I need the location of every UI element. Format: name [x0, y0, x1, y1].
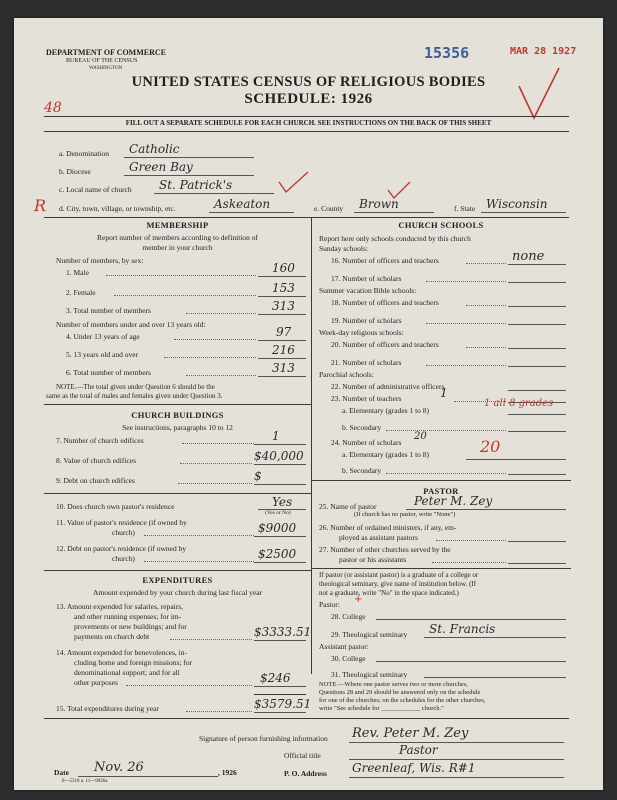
q29-value: St. Francis — [429, 622, 496, 636]
graduate-note-1: If pastor (or assistant pastor) is a graduate of a college or — [319, 571, 479, 579]
q27-label-1: 27. Number of other churches served by the — [319, 545, 451, 554]
q19-label: 19. Number of scholars — [331, 316, 402, 325]
county-label: e. County — [314, 204, 344, 213]
pastor-note-3: for one of the churches; on the schedules for the other churches, — [319, 697, 486, 704]
q14-label-4: other purposes — [74, 678, 118, 687]
q11-label-1: 11. Value of pastor's residence (if owned by — [56, 518, 187, 527]
diocese-value: Green Bay — [129, 160, 193, 174]
date-label: Date — [54, 768, 69, 777]
parochial-schools-label: Parochial schools: — [319, 370, 374, 379]
expenditures-heading: EXPENDITURES — [142, 575, 213, 585]
q14-label-2: cluding home and foreign missions; for — [74, 658, 193, 667]
weekday-schools-label: Week-day religious schools: — [319, 328, 404, 337]
city-town-value: Askeaton — [214, 197, 271, 211]
pastor-note-1: NOTE.—Where one pastor serves two or more churches, — [319, 681, 468, 688]
q29-label: 29. Theological seminary — [331, 630, 408, 639]
county-value: Brown — [359, 197, 399, 211]
q5-value: 216 — [272, 343, 295, 357]
q23-value: 1 — [440, 386, 448, 400]
form-subtitle: SCHEDULE: 1926 — [244, 91, 373, 107]
q30-label: 30. College — [331, 654, 366, 663]
state-value: Wisconsin — [486, 197, 548, 211]
q26-label-1: 26. Number of ordained ministers, if any, em- — [319, 523, 457, 532]
q15-label: 15. Total expenditures during year — [56, 704, 159, 713]
q4-label: 4. Under 13 years of age — [66, 332, 140, 341]
q23a-value: 1 all 8 grades — [484, 398, 554, 409]
schools-heading: CHURCH SCHOOLS — [398, 220, 484, 230]
q2-label: 2. Female — [66, 288, 96, 297]
summer-schools-label: Summer vacation Bible schools: — [319, 286, 417, 295]
schools-intro: Report here only schools conducted by this church — [319, 234, 471, 243]
date-value: Nov. 26 — [94, 760, 144, 775]
q23a-label: a. Elementary (grades 1 to 8) — [342, 406, 430, 415]
q23b-label: b. Secondary — [342, 423, 382, 432]
pastor-heading: PASTOR — [423, 486, 459, 496]
signature-value: Rev. Peter M. Zey — [352, 726, 469, 741]
q9-value: $ — [254, 469, 262, 483]
department-label: DEPARTMENT OF COMMERCE — [46, 48, 167, 57]
bureau-label: BUREAU OF THE CENSUS — [66, 58, 138, 64]
q4-value: 97 — [276, 325, 292, 339]
q10-label: 10. Does church own pastor's residence — [56, 502, 175, 511]
q12-label-1: 12. Debt on pastor's residence (if owned by — [56, 544, 187, 553]
q13-label-3: provements or new buildings; and for — [74, 622, 187, 631]
q13-label-4: payments on church debt — [74, 632, 150, 641]
q3-label: 3. Total number of members — [66, 306, 151, 315]
by-sex-label: Number of members, by sex: — [56, 256, 144, 265]
q25-label: 25. Name of pastor — [319, 502, 377, 511]
q26-label-2: ployed as assistant pastors — [339, 533, 418, 542]
form-code: 8—5318 a. 11—9026a — [62, 779, 108, 784]
official-title-value: Pastor — [399, 743, 438, 757]
q13-label-1: 13. Amount expended for salaries, repairs, — [56, 602, 184, 611]
signature-label: Signature of person furnishing information — [199, 734, 328, 743]
census-schedule-sheet: DEPARTMENT OF COMMERCE BUREAU OF THE CENSUS WASHINGTON 15356 MAR 28 1927 UNITED STATES CENSUS OF RELIGIOUS BODIES SCHEDULE: 1926 48 FILL OUT A SEPARATE SCHEDULE FOR EACH CHURCH. SEE INSTRUCTIONS ON THE BACK OF THIS SHEET a. Denomination Catholic b. Diocese Green Bay c. Local name of church St. Patrick's R d. City, town, village, or township, etc. Askeaton e. County Brown f. State Wisconsin MEMBERSHIP Report number of members according to definition of member in your church Number of members, by sex: 1. Male 160 2. Female 153 3. Total number of members 313 Number of members under and over 13 years old: 4. Under 13 years of age 97 5. 13 years old and over 216 6. Total number of members 313 NOTE.—The total given under Question 6 should be the same as the total of males and females given under Question 3. CHURCH BUILDINGS See instructions, paragraphs 10 to 12 7. Number of church edifices 1 8. Value of church edifices $40,000 9. Debt on church edifices $ 10. Does church own pastor's residence Yes (Yes or No) 11. Value of pastor's residence (if owned by church) $9000 12. Debt on pastor's residence (if owned by church) $2500 EXPENDITURES Amount expended by your church during last fiscal year 13. Amount expended for salaries, repairs, and other running expenses; for im- provements or new buildings; and for payments on church debt $3333.51 14. Amount expended for benevolences, in- cluding home and foreign missions; for denominational support; and for all other purposes $246 15. Total expenditures during year $3579.51 CHURCH SCHOOLS Report here only schools conducted by this church Sunday schools: 16. Number of officers and teachers none 17. Number of scholars Summer vacation Bible schools: 18. Number of officers and teachers 19. Number of scholars Week-day religious schools: 20. Number of officers and teachers 21. Number of scholars Parochial schools: 22. Number of administrative officers 23. Number of teachers 1 a. Elementary (grades 1 to 8) 1 all 8 grades b. Secondary 24. Number of scholars 20 a. Elementary (grades 1 to 8) 20 b. Secondary PASTOR 25. Name of pastor Peter M. Zey (If church has no pastor, write "None") 26. Number of ordained ministers, if any, em- ployed as assistant pastors 27. Number of other churches served by the pastor or his assistants If pastor (or assistant pastor) is a graduate of a college or theological seminary, give name of institution below. (If not a graduate, write "No" in the space indicated.) Pastor: + 28. College 29. Theological seminary St. Francis Assistant pastor: 30. College 31. Theological seminary NOTE.—Where one pastor serves two or more churches, Questions 28 and 29 should be answered only on the schedule for one of the churches; on the schedules for the other churches, write "See schedule for ____________ church." Signature of person furnishing information Rev. Peter M. Zey Official title Pastor Date Nov. 26 , 1926 P. O. Address Greenleaf, Wis. R#1 8—5318 a. 11—9026a — [14, 18, 603, 790]
q5-label: 5. 13 years old and over — [66, 350, 139, 359]
q6-value: 313 — [272, 361, 295, 375]
margin-note-r: R — [34, 196, 47, 215]
q25-hint: (If church has no pastor, write "None") — [354, 511, 456, 518]
city-label: WASHINGTON — [89, 66, 123, 71]
yes-no-hint: (Yes or No) — [265, 510, 291, 516]
q1-label: 1. Male — [66, 268, 89, 277]
membership-heading: MEMBERSHIP — [146, 220, 209, 230]
q28-label: 28. College — [331, 612, 366, 621]
q15-value: $3579.51 — [254, 697, 312, 711]
q23-label: 23. Number of teachers — [331, 394, 402, 403]
checkmark-icon — [386, 180, 412, 200]
q14-label-1: 14. Amount expended for benevolences, in- — [56, 648, 188, 657]
q22-label: 22. Number of administrative officers — [331, 382, 445, 391]
graduate-note-3: not a graduate, write "No" in the space indicated.) — [319, 589, 459, 597]
sunday-schools-label: Sunday schools: — [319, 244, 368, 253]
q8-value: $40,000 — [254, 449, 304, 463]
pastor-note-2: Questions 28 and 29 should be answered only on the schedule — [319, 689, 481, 696]
buildings-subheading: See instructions, paragraphs 10 to 12 — [122, 423, 233, 432]
denomination-value: Catholic — [129, 142, 180, 156]
q18-label: 18. Number of officers and teachers — [331, 298, 439, 307]
po-address-value: Greenleaf, Wis. R#1 — [352, 761, 476, 775]
form-title: UNITED STATES CENSUS OF RELIGIOUS BODIES — [131, 74, 486, 90]
q16-value: none — [512, 249, 545, 264]
q25-value: Peter M. Zey — [414, 494, 493, 508]
q10-value: Yes — [272, 495, 293, 509]
church-name-value: St. Patrick's — [159, 178, 233, 192]
q11-label-2: church) — [112, 528, 135, 537]
q24b-label: b. Secondary — [342, 466, 382, 475]
q31-label: 31. Theological seminary — [331, 670, 408, 679]
margin-note-48: 48 — [44, 100, 62, 116]
q17-label: 17. Number of scholars — [331, 274, 402, 283]
city-town-label: d. City, town, village, or township, etc. — [59, 204, 176, 213]
q9-label: 9. Debt on church edifices — [56, 476, 135, 485]
q14-value: $246 — [260, 671, 291, 685]
membership-note-1: NOTE.—The total given under Question 6 should be the — [56, 383, 215, 391]
q12-label-2: church) — [112, 554, 135, 563]
diocese-label: b. Diocese — [59, 167, 91, 176]
graduate-note-2: theological seminary, give name of institution below. (If — [319, 580, 477, 588]
pastor-note-4: write "See schedule for ____________ church." — [319, 705, 444, 712]
denomination-label: a. Denomination — [59, 149, 109, 158]
q24-label: 24. Number of scholars — [331, 438, 402, 447]
membership-note-2: same as the total of males and females given under Question 3. — [46, 392, 223, 400]
membership-intro-2: member in your church — [142, 243, 213, 252]
serial-number-stamp: 15356 — [424, 44, 470, 62]
q1-value: 160 — [272, 261, 295, 275]
q13-value: $3333.51 — [254, 625, 312, 639]
q7-label: 7. Number of church edifices — [56, 436, 144, 445]
q11-value: $9000 — [258, 521, 297, 535]
under-over-label: Number of members under and over 13 years old: — [56, 320, 206, 329]
q24-value: 20 — [414, 431, 427, 442]
buildings-heading: CHURCH BUILDINGS — [131, 410, 224, 420]
q16-label: 16. Number of officers and teachers — [331, 256, 439, 265]
church-name-label: c. Local name of church — [59, 185, 132, 194]
q2-value: 153 — [272, 281, 295, 295]
q27-label-2: pastor or his assistants — [339, 555, 407, 564]
checkmark-icon — [276, 170, 310, 194]
q20-label: 20. Number of officers and teachers — [331, 340, 439, 349]
q6-label: 6. Total number of members — [66, 368, 151, 377]
po-address-label: P. O. Address — [284, 769, 327, 778]
q8-label: 8. Value of church edifices — [56, 456, 137, 465]
q24a-value: 20 — [480, 437, 501, 456]
received-date-stamp: MAR 28 1927 — [510, 46, 577, 57]
instruction-banner: FILL OUT A SEPARATE SCHEDULE FOR EACH CHURCH. SEE INSTRUCTIONS ON THE BACK OF THIS SHEET — [125, 119, 492, 127]
state-label: f. State — [454, 204, 476, 213]
q3-value: 313 — [272, 299, 295, 313]
q14-label-3: denominational support; and for all — [74, 668, 180, 677]
q12-value: $2500 — [258, 547, 297, 561]
pastor-sublabel: Pastor: — [319, 600, 340, 609]
q7-value: 1 — [272, 429, 280, 443]
membership-intro-1: Report number of members according to definition of — [97, 233, 258, 242]
q13-label-2: and other running expenses; for im- — [74, 612, 182, 621]
expenditures-subheading: Amount expended by your church during last fiscal year — [92, 588, 263, 597]
date-year: , 1926 — [218, 768, 237, 777]
official-title-label: Official title — [284, 751, 321, 760]
assistant-pastor-sublabel: Assistant pastor: — [319, 642, 369, 651]
q24a-label: a. Elementary (grades 1 to 8) — [342, 450, 430, 459]
q21-label: 21. Number of scholars — [331, 358, 402, 367]
